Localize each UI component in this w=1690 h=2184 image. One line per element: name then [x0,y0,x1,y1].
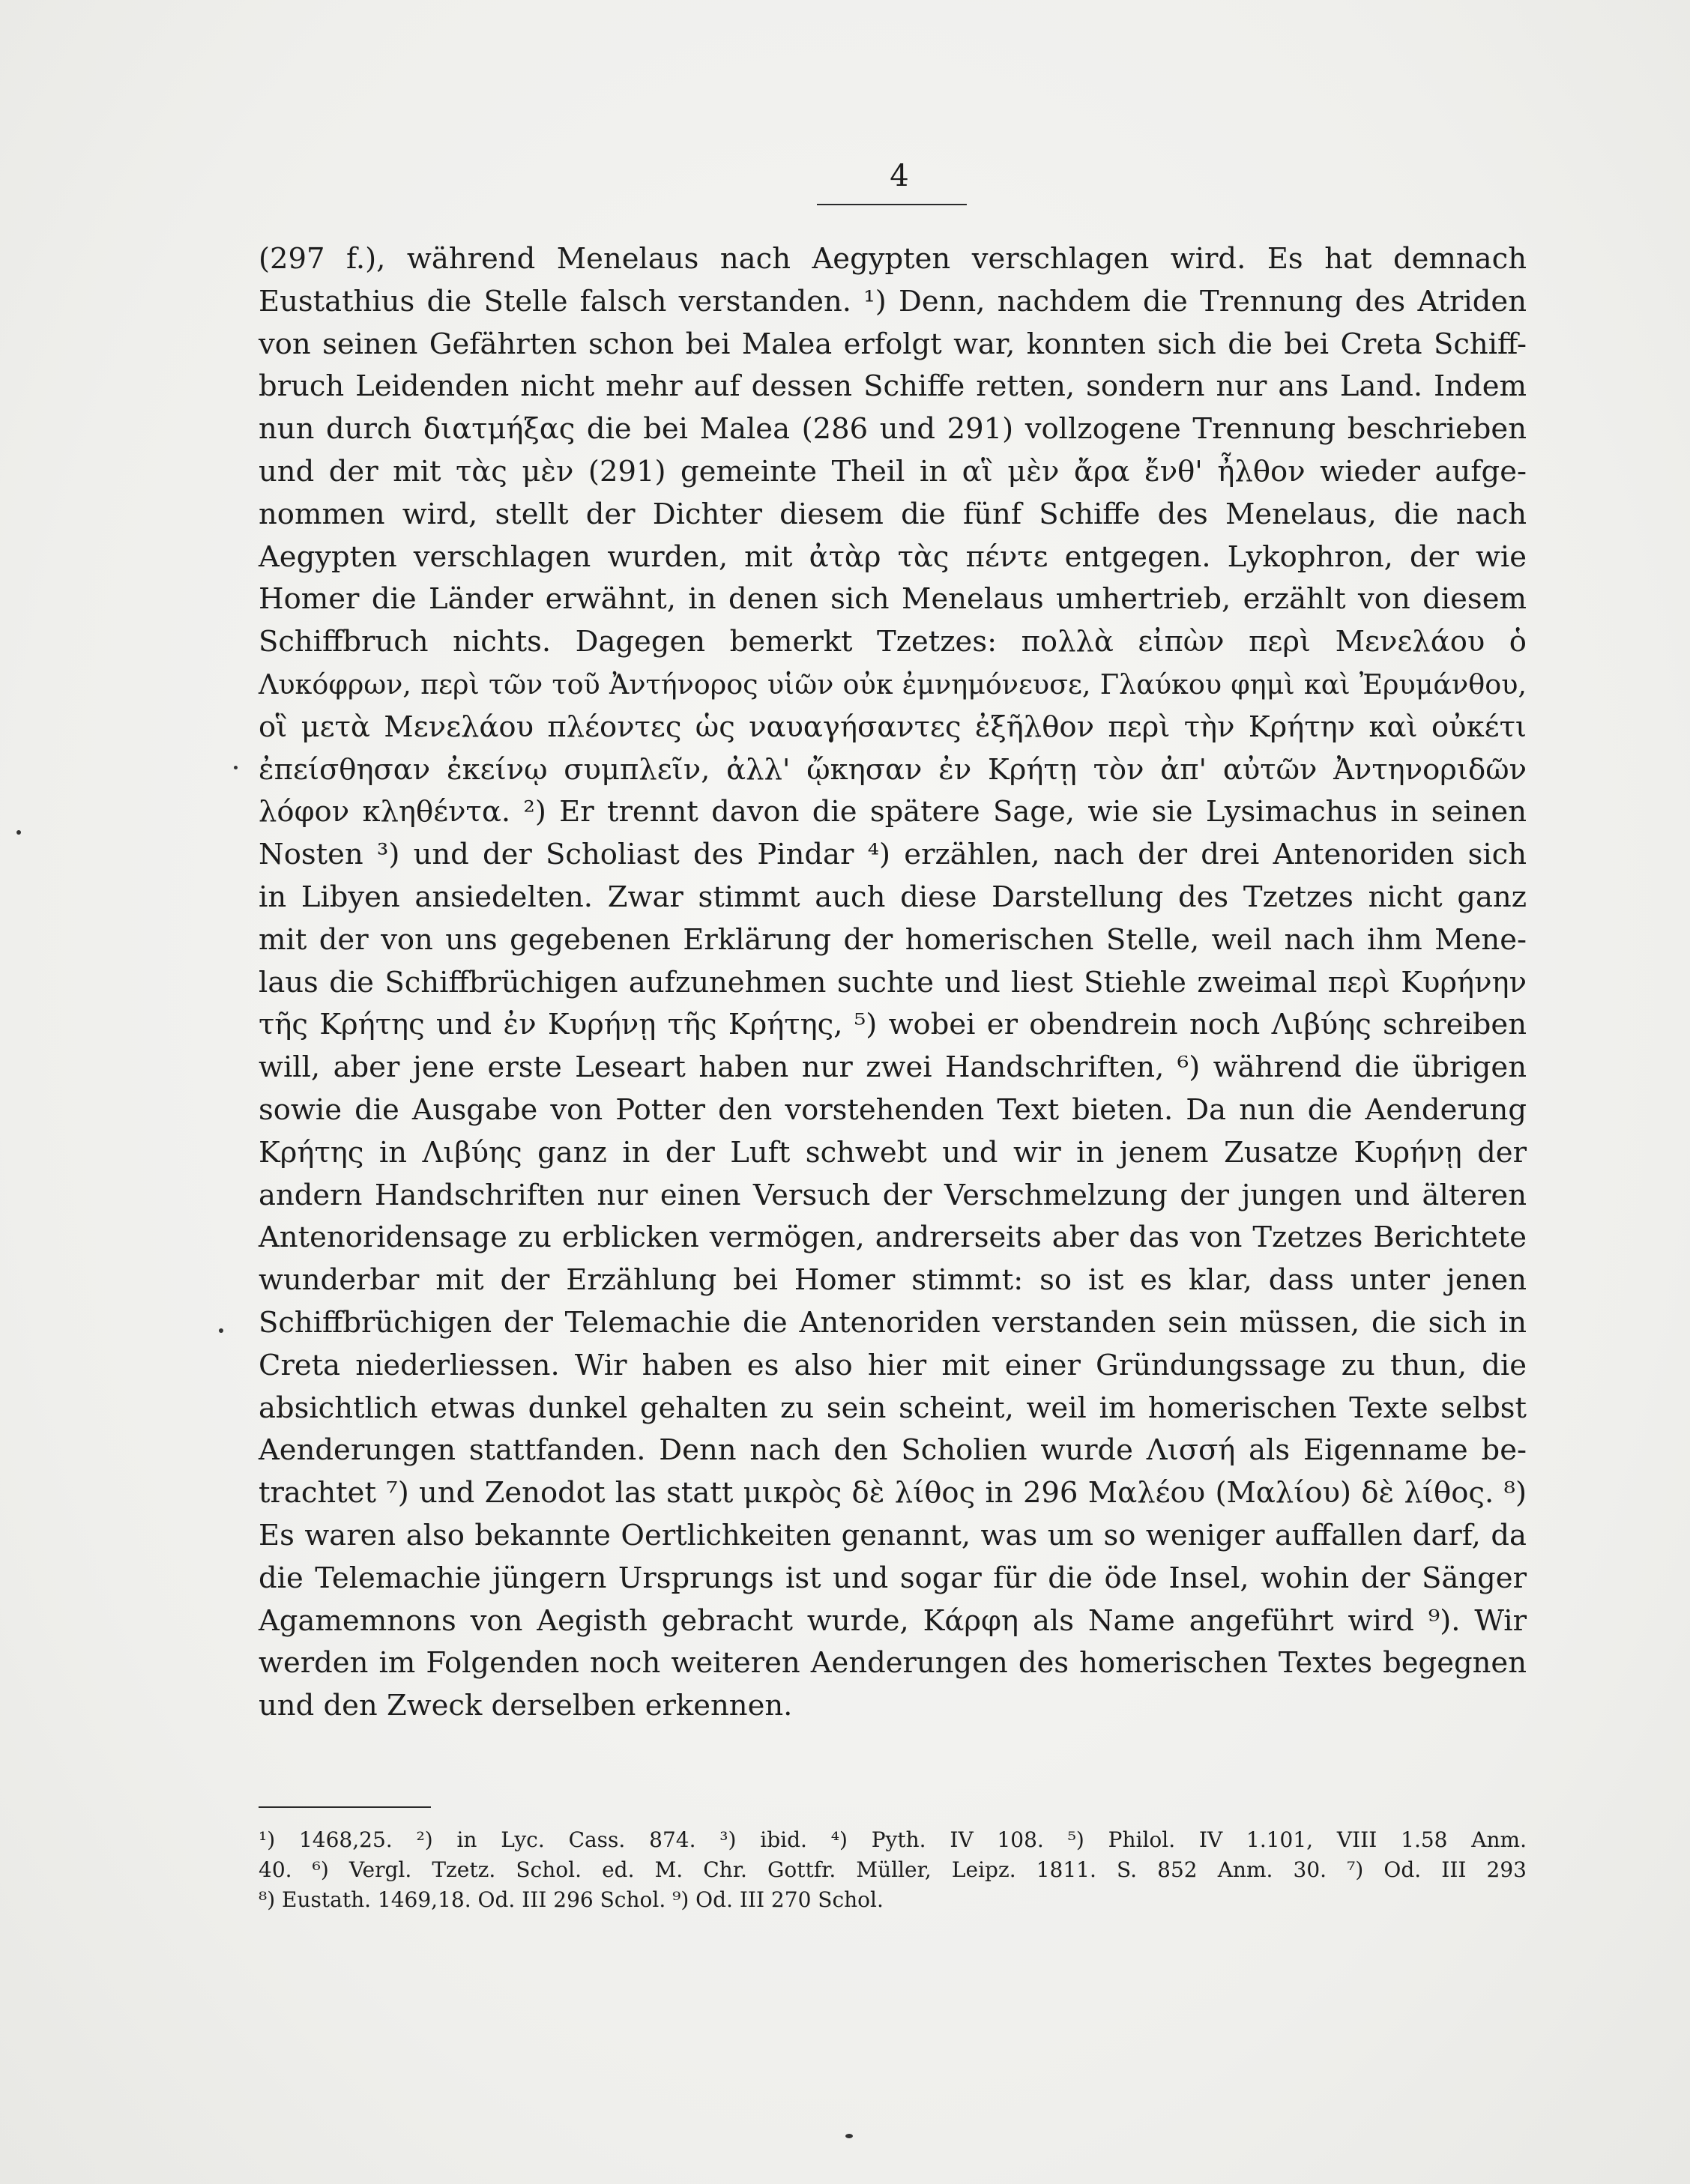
body-line: οἳ μετὰ Μενελάου πλέοντες ὡς ναυαγήσαντες ἐξῆλθον περὶ τὴν Κρήτην καὶ οὐκέτι [259,710,1527,744]
body-line: λόφον κληθέντα. ²) Er trennt davon die spätere Sage, wie sie Lysimachus in seinen [259,795,1527,829]
body-line: bruch Leidenden nicht mehr auf dessen Schiffe retten, sondern nur ans Land. Indem [259,369,1527,404]
body-line: will, aber jene erste Leseart haben nur zwei Handschriften, ⁶) während die übrigen [259,1050,1527,1085]
margin-speck [845,2134,853,2138]
body-line: und den Zweck derselben erkennen. [259,1689,793,1723]
body-line: Es waren also bekannte Oertlichkeiten genannt, was um so weniger auffallen darf, da [259,1518,1527,1552]
body-line: Aegypten verschlagen wurden, mit ἀτὰρ τὰς πέντε entgegen. Lykophron, der wie [259,539,1527,574]
footnote-line: ¹) 1468,25. ²) in Lyc. Cass. 874. ³) ibid. ⁴) Pyth. IV 108. ⁵) Philol. IV 1.101, VIII 1.58 Anm. [259,1827,1527,1852]
body-line: ἐπείσθησαν ἐκείνῳ συμπλεῖν, ἀλλ' ᾤκησαν ἐν Κρήτῃ τὸν ἀπ' αὐτῶν Ἀντηνοριδῶν [259,752,1527,787]
margin-speck [219,1328,223,1333]
body-line: und der mit τὰς μὲν (291) gemeinte Theil in αἳ μὲν ἄρα ἔνθ' ἦλθον wieder aufge- [259,454,1527,488]
body-line: Antenoridensage zu erblicken vermögen, andrerseits aber das von Tzetzes Berichtete [259,1220,1527,1255]
body-line: Eustathius die Stelle falsch verstanden. ¹) Denn, nachdem die Trennung des Atriden [259,284,1527,318]
body-line: trachtet ⁷) und Zenodot las statt μικρὸς δὲ λίθος in 296 Μαλέου (Μαλίου) δὲ λίθος. ⁸) [259,1476,1527,1510]
body-line: sowie die Ausgabe von Potter den vorstehenden Text bieten. Da nun die Aenderung [259,1092,1527,1127]
body-line: Κρήτης in Λιβύης ganz in der Luft schwebt und wir in jenem Zusatze Κυρήνῃ der [259,1135,1527,1170]
body-line: mit der von uns gegebenen Erklärung der homerischen Stelle, weil nach ihm Mene- [259,922,1527,957]
body-line: werden im Folgenden noch weiteren Aenderungen des homerischen Textes begegnen [259,1646,1527,1681]
footnote-line: ⁸) Eustath. 1469,18. Od. III 296 Schol. ⁹) Od. III 270 Schol. [259,1887,884,1912]
body-line: τῆς Κρήτης und ἐν Κυρήνῃ τῆς Κρήτης, ⁵) wobei er obendrein noch Λιβύης schreiben [259,1008,1527,1042]
body-line: andern Handschriften nur einen Versuch der Verschmelzung der jungen und älteren [259,1178,1527,1212]
margin-speck [16,830,21,835]
body-line: Aenderungen stattfanden. Denn nach den Scholien wurde Λισσή als Eigenname be- [259,1433,1527,1468]
body-line: von seinen Gefährten schon bei Malea erfolgt war, konnten sich die bei Creta Schiff- [259,327,1527,361]
body-line: wunderbar mit der Erzählung bei Homer stimmt: so ist es klar, dass unter jenen [259,1263,1527,1298]
body-line: nommen wird, stellt der Dichter diesem die fünf Schiffe des Menelaus, die nach [259,497,1527,531]
body-text [259,238,1527,1728]
page-number: 4 [890,159,909,193]
body-line: nun durch διατμήξας die bei Malea (286 und 291) vollzogene Trennung beschrieben [259,412,1527,447]
footnotes [259,1825,1527,1915]
body-line: absichtlich etwas dunkel gehalten zu sein scheint, weil im homerischen Texte selbst [259,1391,1527,1425]
body-line: Homer die Länder erwähnt, in denen sich Menelaus umhertrieb, erzählt von diesem [259,582,1527,617]
body-line: Creta niederliessen. Wir haben es also hier mit einer Gründungssage zu thun, die [259,1348,1527,1382]
body-line: die Telemachie jüngern Ursprungs ist und sogar für die öde Insel, wohin der Sänger [259,1561,1527,1595]
body-line: laus die Schiffbrüchigen aufzunehmen suchte und liest Stiehle zweimal περὶ Κυρήνην [259,965,1527,999]
body-line: Schiffbruch nichts. Dagegen bemerkt Tzetzes: πολλὰ εἰπὼν περὶ Μενελάου ὁ [259,625,1527,659]
footnote-line: 40. ⁶) Vergl. Tzetz. Schol. ed. M. Chr. Gottfr. Müller, Leipz. 1811. S. 852 Anm. 30. ⁷) Od. III 293 [259,1857,1527,1882]
header-rule [817,204,967,205]
body-line: Agamemnons von Aegisth gebracht wurde, Κάρφη als Name angeführt wird ⁹). Wir [259,1603,1527,1638]
body-line: (297 f.), während Menelaus nach Aegypten verschlagen wird. Es hat demnach [259,242,1527,276]
body-line: Λυκόφρων, περὶ τῶν τοῦ Ἀντήνορος υἱῶν οὐκ ἐμνημόνευσε, Γλαύκου φημὶ καὶ Ἐρυμάνθου, [259,668,1527,701]
body-line: in Libyen ansiedelten. Zwar stimmt auch diese Darstellung des Tzetzes nicht ganz [259,880,1527,914]
margin-speck [234,766,238,769]
body-line: Schiffbrüchigen der Telemachie die Antenoriden verstanden sein müssen, die sich in [259,1305,1527,1340]
footnote-rule [259,1806,431,1808]
body-line: Nosten ³) und der Scholiast des Pindar ⁴) erzählen, nach der drei Antenoriden sich [259,838,1527,872]
